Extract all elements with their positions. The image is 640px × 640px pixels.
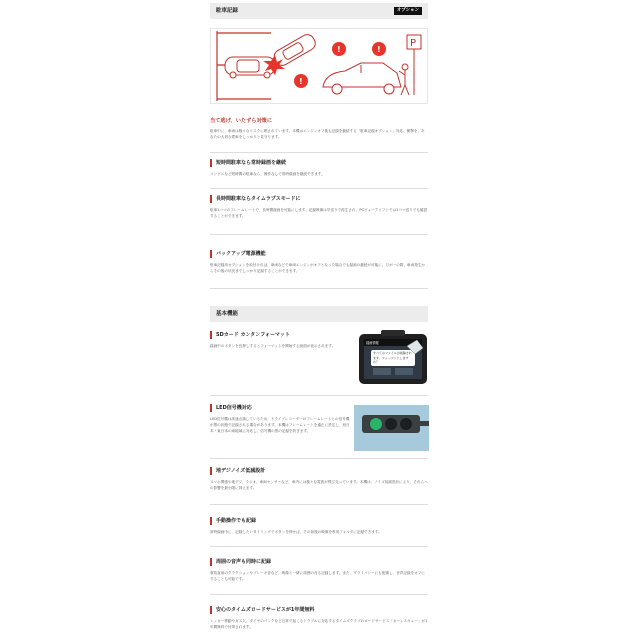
traffic-signal-graphic <box>354 405 429 451</box>
feature-title: LED信号機対応 <box>210 404 356 412</box>
feature-body: スマホ関連や地デジ、ラジオ、車両センサーなど、車内には様々な電波が飛び交っています。本機は、ノイズ低減設計により、それらへの影響を最小限に抑えます。 <box>210 480 428 490</box>
divider <box>210 188 428 189</box>
feature-body: 常時録画中に、記録したいタイミングでボタンを押せば、その前後の映像を専用フォルダに記録できます。 <box>210 530 382 534</box>
dashcam-device-image <box>357 330 429 386</box>
divider <box>210 234 428 235</box>
basic-feature-item <box>210 517 428 535</box>
svg-text:!: ! <box>337 45 341 54</box>
feature-body: 録画中のボタンを長押しするとフォーマットを開始する画面が表示されます。 <box>210 344 336 348</box>
parking-illustration <box>210 28 428 104</box>
divider <box>210 152 428 153</box>
parking-section-header <box>210 3 428 19</box>
divider <box>210 546 428 547</box>
svg-text:P: P <box>410 38 417 49</box>
feature-title: SDカード カンタンフォーマット <box>210 331 356 339</box>
feature-title: 長時間駐車ならタイムラプスモードに <box>210 195 428 203</box>
parking-scene-image <box>211 29 427 103</box>
divider <box>210 458 428 459</box>
divider <box>210 594 428 595</box>
basic-feature-item <box>210 606 428 630</box>
device-screen-label: 録画情報 <box>366 341 379 345</box>
feature-body: LED信号機は高速点滅しているため、ドライブレコーダーのフレームレートとの信号機が黒の状態で記録される場合があります。本機はフレームレートを適正に設定し、西日本・東日本の両地域に対応し、信号機の黒の記録を防ぎます。 <box>210 417 350 433</box>
svg-text:!: ! <box>377 45 381 54</box>
led-traffic-signal-image <box>354 405 429 451</box>
basic-feature-item <box>210 467 428 491</box>
feature-title: 安心のタイムズロードサービスが1年間無料 <box>210 606 428 614</box>
parking-feature-item <box>210 250 428 274</box>
option-badge: オプション <box>394 7 422 15</box>
parking-lead-title: 当て逃げ、いたずら対策に <box>210 118 273 124</box>
parking-lead-body: 駐車中に、車両は様々なリスクに晒されています。本機はエンジンオフ後も記録を継続する「駐車記録オプション」対応。衝撃を、あなたの大切な愛車をしっかりと見守ります。 <box>210 129 425 139</box>
feature-body: コンビニなど短時間の駐車なら、操作なしで常時録画を継続できます。 <box>210 172 325 176</box>
feature-body: 駐車1コマのフレームレートで、長時間録画を可能にします。記録映像は早送りで再生され、PCビューアソフトでは1コマ送りでも確認することができます。 <box>210 208 428 218</box>
feature-body: レッカー移動やガス欠、タイヤのパンクなど日常で起こるトラブルに対応するタイムズクラブのロードサービス「カーレスキュー」が1年間無料で付帯されます。 <box>210 619 428 629</box>
basic-header-title: 基本機能 <box>216 311 239 317</box>
basic-feature-item <box>210 558 428 582</box>
divider <box>210 288 428 289</box>
svg-text:!: ! <box>299 77 303 86</box>
divider <box>210 395 428 396</box>
feature-body: 駐車記録用オプションを取付ければ、車両などで車両エンジンがオフとなった場合でも録画の継続が可能に。万が一の際、車両発生からその後の状況までしっかり記録することができます。 <box>210 263 426 273</box>
device-screen-prompt: すべてのファイルが削除されます。フォーマットしますか？ <box>373 351 412 364</box>
basic-section-header <box>210 306 428 322</box>
feature-body: 事故直前のクラクションやブレーキ音など、映像と一緒に周囲の音も記録します。また、プライバシーにも配慮し、音声記録をオフにすることも可能です。 <box>210 571 425 581</box>
feature-title: 短時間駐車なら常時録画を継続 <box>210 159 428 167</box>
parking-feature-item <box>210 159 428 177</box>
feature-title: 地デジノイズ低減設計 <box>210 467 428 475</box>
parking-feature-item <box>210 195 428 219</box>
divider <box>210 504 428 505</box>
feature-title: 手動操作でも記録 <box>210 517 428 525</box>
feature-title: 周囲の音声も同時に記録 <box>210 558 428 566</box>
parking-header-title: 駐車記録 <box>216 8 239 14</box>
feature-title: バックアップ電源機能 <box>210 250 428 258</box>
